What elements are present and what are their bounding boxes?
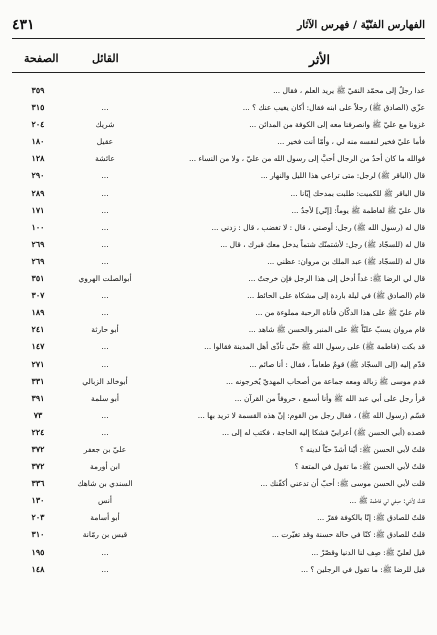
row-text: قيل لعليّ ﷺ: صِف لنا الدنيا وقصّرْ ...: [311, 547, 425, 557]
index-row: [12, 82, 425, 99]
row-text: قلتُ لأبي الحسن ﷺ: أيّنا أشدّ حبّاً لدينه ؟: [299, 444, 425, 454]
row-qail: أنس: [98, 496, 112, 506]
row-page: ٢٢٤: [31, 426, 45, 437]
row-page: ١٤٧: [31, 341, 45, 352]
index-row: [12, 492, 425, 509]
row-qail: أبوالصلت الهروي: [78, 274, 132, 284]
row-text: قال عليّ ﷺ لفاطمة ﷺ يوماً: [إنّي] لأجدُ ...: [291, 205, 425, 215]
index-row: [12, 509, 425, 526]
row-text: قرأ رجل على أبي عبد الله ﷺ وأنا أسمع ، حروفاً من القرآن ...: [234, 393, 425, 403]
row-qail: ...: [101, 222, 109, 232]
column-header-qail: القائل: [92, 52, 119, 65]
index-row: [12, 287, 425, 304]
row-text: قال له (رسول الله ﷺ) رجل: أوصني ، قال : لا تغضب ، قال : زدني ...: [211, 222, 425, 232]
index-row: [12, 202, 425, 219]
row-text: قلتُ للصادق ﷺ: إنّا بالكوفة فقرّ ...: [317, 513, 425, 523]
row-qail: أبوخالد الزبالي: [82, 376, 128, 386]
row-qail: عقيل: [96, 137, 114, 147]
row-page: ٣١٥: [31, 102, 45, 113]
page-header: [12, 14, 425, 39]
row-text: قال له (للسجّاد ﷺ) عبد الملك بن مروان: عظني ...: [267, 256, 425, 266]
row-text: قال لي الرضا ﷺ: غداً أدخل إلى هذا الرجل فإن خرجتُ ...: [248, 274, 425, 284]
row-qail: ...: [101, 564, 109, 574]
row-page: ٣١٠: [31, 529, 45, 540]
row-page: ٣٩١: [31, 392, 45, 403]
row-page: ٣٠٧: [31, 290, 45, 301]
row-text: عزّي (الصادق ﷺ) رجلاً على ابنه فقال: أكان يغيب عنك ؟ ...: [242, 103, 425, 113]
row-text: قدم موسى ﷺ زبالة ومعه جماعة من أصحاب المهديّ يُخرجونه ...: [225, 376, 425, 386]
row-page: ٢٠٣: [31, 512, 45, 523]
row-page: ٣٥١: [31, 273, 45, 284]
index-row: [12, 544, 425, 561]
row-qail: ...: [101, 547, 109, 557]
row-page: ١٨٩: [31, 307, 45, 318]
row-page: ٧٣: [33, 409, 43, 420]
row-qail: ...: [101, 205, 109, 215]
index-row: [12, 373, 425, 390]
index-row: [12, 99, 425, 116]
row-text: قد بكت (فاطمة ﷺ) على رسول الله ﷺ حتّى تأذّى أهل المدينة فقالوا ...: [204, 342, 425, 352]
row-text: قال الباقر ﷺ للكميت: طلبت بمدحك إيّانا ...: [290, 188, 425, 198]
index-row: [12, 475, 425, 492]
row-text: قسّم (رسول الله ﷺ) ، فقال رجل من القوم: إنّ هذه القسمة لا تريد بها ...: [197, 410, 425, 420]
row-qail: أبو سلمة: [91, 393, 119, 403]
row-page: ١٧١: [31, 204, 45, 215]
row-page: ٢٠٤: [31, 119, 45, 130]
index-row: [12, 185, 425, 202]
index-row: [12, 219, 425, 236]
index-rows: [12, 82, 425, 578]
row-page: ٢٤١: [31, 324, 45, 335]
row-text: قصده (أبي الحسن ﷺ) أعرابيّ فشكا إليه الحاجة ، فكتب له إلى ...: [222, 427, 425, 437]
row-page: ٢٨٩: [31, 187, 45, 198]
row-qail: ...: [101, 342, 109, 352]
row-page: ٢٦٩: [31, 255, 45, 266]
row-qail: أبو أسامة: [90, 513, 120, 523]
row-qail: ...: [101, 188, 109, 198]
page-number: ٤٣١: [12, 17, 35, 33]
index-row: [12, 321, 425, 338]
row-text: قدّم إليه (إلى السجّاد ﷺ) قومٌ طعاماً ، فقال : أنا صائم ...: [249, 359, 425, 369]
row-qail: ابن أورمة: [89, 462, 120, 472]
row-qail: عائشة: [95, 154, 115, 164]
row-qail: ...: [101, 171, 109, 181]
row-qail: ...: [101, 308, 109, 318]
row-text: قام مروان يسبّ عليّاً ﷺ على المنبر والحسن ﷺ شاهد ...: [248, 325, 425, 335]
row-qail: شريك: [95, 120, 115, 130]
index-row: [12, 270, 425, 287]
row-qail: ...: [101, 410, 109, 420]
index-row: [12, 338, 425, 355]
row-text: قام (الصادق ﷺ) في ليلة باردة إلى مشكاة على الحائط ...: [247, 291, 425, 301]
row-page: ٢٩٠: [31, 170, 45, 181]
row-page: ١٤٨: [31, 563, 45, 574]
row-page: ١٣٠: [31, 495, 45, 506]
row-text: فوالله ما كان أحدٌ من الرجال أحبَّ إلى رسول الله من عليّ ، ولا من النساء ...: [189, 154, 425, 164]
row-text: عدا رجلٌ إلى محمّد النقيّ ﷺ يريد العلم ، فقال ...: [273, 86, 425, 95]
row-qail: أبو حارثة: [91, 325, 119, 335]
row-text: قال (الباقر ﷺ) لرجل: متى تراعي هذا الليل والنهار ...: [260, 171, 425, 181]
column-headers: [12, 52, 425, 74]
row-page: ٣٧٢: [31, 443, 45, 454]
row-qail: السندي بن شاهك: [77, 479, 133, 489]
row-qail: ...: [101, 103, 109, 113]
index-row: [12, 167, 425, 184]
row-text: قال له (للسجّاد ﷺ) رجل: لأشتمنّك شتماً يدخل معك قبرك ، قال ...: [220, 239, 425, 249]
index-row: [12, 526, 425, 543]
header-rule: [12, 72, 425, 73]
row-text: غزونا مع عليّ ﷺ وانصرفنا معه إلى الكوفة من المدائن ...: [249, 120, 425, 130]
row-qail: ...: [101, 291, 109, 301]
row-page: ١٠٠: [31, 221, 45, 232]
row-text: قلتُ للصادق ﷺ: كنّا في حالة حسنة وقد تغيّرت ...: [271, 530, 425, 540]
running-head: الفهارس الفنّيّة / فهرس الآثار: [297, 19, 425, 31]
row-page: ٣٣١: [31, 375, 45, 386]
row-text: قلتُ لأبي الحسن ﷺ: ما تقول في المتعة ؟: [294, 462, 425, 472]
row-text: قلتُ لأمّي: صِفي لي فاطمة ﷺ ...: [349, 496, 425, 506]
row-text: قام عليّ ﷺ على هذا الدكّان فأتاه الرحبة مملوءة من ...: [255, 308, 425, 318]
row-qail: قيس بن رمّانة: [82, 530, 128, 540]
column-header-athar: الأثر: [309, 52, 330, 67]
index-row: [12, 236, 425, 253]
index-row: [12, 304, 425, 321]
index-row: [12, 561, 425, 578]
row-qail: عليّ بن جعفر: [83, 444, 127, 454]
row-text: قيل للرضا ﷺ: ما تقول في الرجلين ؟ ...: [301, 564, 425, 574]
index-row: [12, 116, 425, 133]
row-page: ٢٧١: [31, 358, 45, 369]
row-qail: ...: [101, 239, 109, 249]
row-page: ١٨٠: [31, 136, 45, 147]
index-row: [12, 390, 425, 407]
row-qail: ...: [101, 359, 109, 369]
row-text: فأما عليّ فخير لنفسه منه لي ، وأمّا أنت فخير ...: [277, 137, 425, 147]
column-header-page: الصفحة: [24, 52, 59, 65]
index-row: [12, 356, 425, 373]
row-qail: ...: [101, 427, 109, 437]
index-row: [12, 253, 425, 270]
index-row: [12, 441, 425, 458]
index-row: [12, 458, 425, 475]
row-page: ٣٧٢: [31, 461, 45, 472]
index-row: [12, 424, 425, 441]
row-page: ٣٥٩: [31, 85, 45, 95]
index-row: [12, 133, 425, 150]
row-page: ٢٦٩: [31, 238, 45, 249]
index-row: [12, 150, 425, 167]
row-qail: ...: [101, 256, 109, 266]
row-text: قلت لأبي الحسن موسى ﷺ: أحبّ أن تدعني أكفّنك ...: [260, 479, 425, 489]
row-page: ٣٣٦: [31, 478, 45, 489]
row-page: ١٢٨: [31, 153, 45, 164]
row-page: ١٩٥: [31, 546, 45, 557]
index-row: [12, 407, 425, 424]
